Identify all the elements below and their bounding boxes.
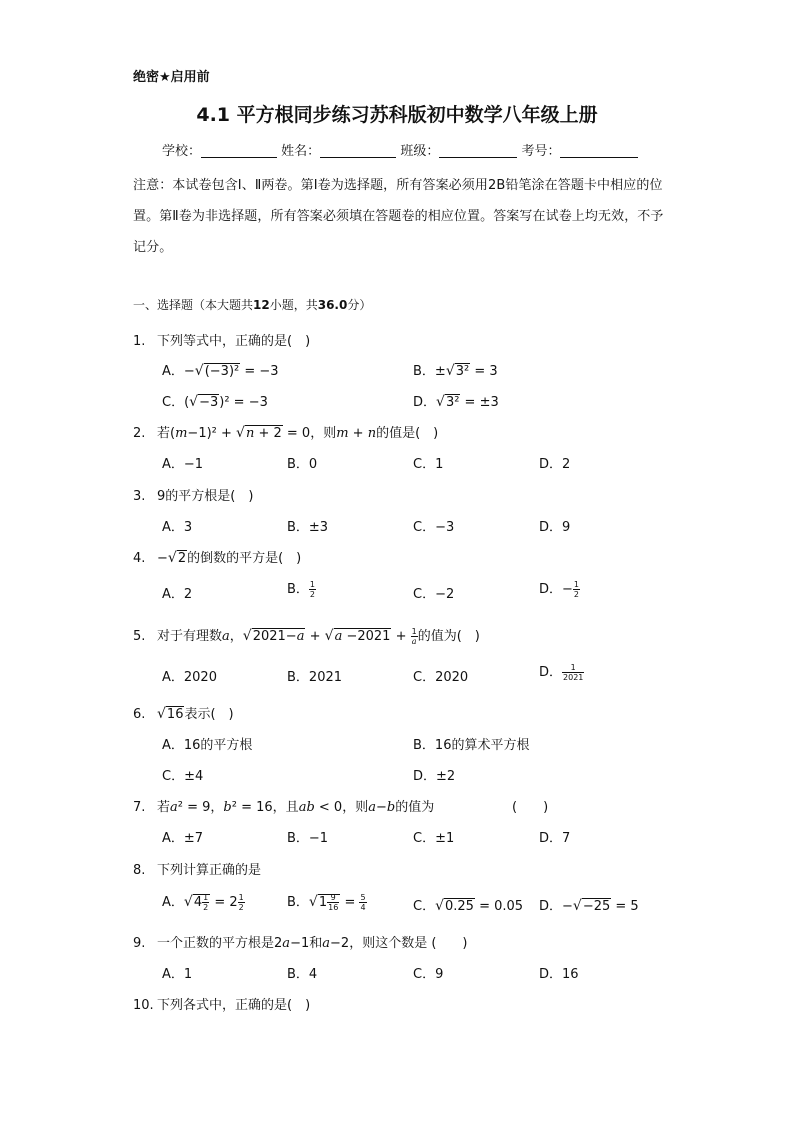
q8-option-b[interactable]: B．√1 $\frac{9}{16}$ = $\frac{5}{4}$: [287, 893, 366, 912]
q7-option-d[interactable]: D．7: [539, 831, 571, 846]
question-6: 6. √16表示( ): [133, 706, 234, 722]
question-8: 8. 下列计算正确的是: [133, 863, 262, 878]
q8-option-d[interactable]: D．−√−25 = 5: [539, 898, 639, 914]
q5-option-a[interactable]: A．2020: [162, 670, 217, 685]
name-label: 姓名：: [281, 144, 321, 159]
q2-option-b[interactable]: B．0: [287, 457, 318, 472]
question-5: 5. 对于有理数a，√2021−a + √a −2021 + $\frac{1}{a}$ 的值为( ): [133, 627, 480, 646]
exam-number-field[interactable]: [560, 143, 638, 158]
q4-option-c[interactable]: C．−2: [413, 587, 455, 602]
q7-option-c[interactable]: C．±1: [413, 831, 455, 846]
school-label: 学校：: [162, 144, 202, 159]
q9-option-d[interactable]: D．16: [539, 967, 579, 982]
question-10: 10. 下列各式中，正确的是( ): [133, 998, 311, 1013]
question-7: 7. 若a² = 9，b² = 16，且ab < 0，则a−b的值为: [133, 800, 435, 815]
q2-option-c[interactable]: C．1: [413, 457, 444, 472]
confidential-label: 绝密★启用前: [133, 70, 210, 85]
question-9: 9. 一个正数的平方根是2a−1和a−2，则这个数是 ( ): [133, 936, 468, 951]
q1-option-b[interactable]: B．±√3² = 3: [413, 363, 498, 379]
q3-option-c[interactable]: C．−3: [413, 520, 455, 535]
q6-option-a[interactable]: A．16的平方根: [162, 738, 253, 753]
q6-option-b[interactable]: B．16的算术平方根: [413, 738, 530, 753]
q3-option-a[interactable]: A．3: [162, 520, 193, 535]
exam-notice: 注意：本试卷包含Ⅰ、Ⅱ两卷。第Ⅰ卷为选择题，所有答案必须用2B铅笔涂在答题卡中相应的位置。第Ⅱ卷为非选择题，所有答案必须填在答题卷的相应位置。答案写在试卷上均无效，不予记分。: [133, 178, 664, 255]
q2-option-d[interactable]: D．2: [539, 457, 571, 472]
exam-number-label: 考号：: [521, 144, 561, 159]
question-4: 4. −√2的倒数的平方是( ): [133, 550, 302, 566]
q5-option-c[interactable]: C．2020: [413, 670, 469, 685]
q7-option-a[interactable]: A．±7: [162, 831, 204, 846]
class-label: 班级：: [400, 144, 440, 159]
q4-option-a[interactable]: A．2: [162, 587, 193, 602]
school-field[interactable]: [201, 143, 277, 158]
q6-option-c[interactable]: C．±4: [162, 769, 204, 784]
question-2: 2. 若(m−1)² + √n + 2 = 0，则m + n的值是( ): [133, 425, 439, 441]
q4-option-b[interactable]: B． $\frac{1}{2}$: [287, 580, 316, 599]
q4-option-d[interactable]: D．− $\frac{1}{2}$: [539, 580, 579, 599]
q9-option-c[interactable]: C．9: [413, 967, 444, 982]
q7-answer-blank: ( ): [512, 800, 549, 815]
q9-option-b[interactable]: B．4: [287, 967, 318, 982]
q6-option-d[interactable]: D．±2: [413, 769, 456, 784]
class-field[interactable]: [439, 143, 517, 158]
q1-option-a[interactable]: A．−√(−3)² = −3: [162, 363, 279, 379]
q8-option-a[interactable]: A．√4 $\frac{1}{2}$ = 2 $\frac{1}{2}$: [162, 893, 244, 912]
q7-option-b[interactable]: B．−1: [287, 831, 329, 846]
question-1: 1. 下列等式中，正确的是( ): [133, 334, 311, 349]
page-title: 4.1 平方根同步练习苏科版初中数学八年级上册: [196, 104, 598, 126]
q1-option-c[interactable]: C．(√−3)² = −3: [162, 394, 268, 410]
question-3: 3. 9的平方根是( ): [133, 489, 254, 504]
q3-option-b[interactable]: B．±3: [287, 520, 329, 535]
q5-option-d[interactable]: D． $\frac{1}{2021}$: [539, 663, 584, 682]
q5-option-b[interactable]: B．2021: [287, 670, 343, 685]
student-info-fields: [162, 140, 638, 159]
q2-option-a[interactable]: A．−1: [162, 457, 204, 472]
q1-option-d[interactable]: D．√3² = ±3: [413, 394, 499, 410]
q9-option-a[interactable]: A．1: [162, 967, 193, 982]
q8-option-c[interactable]: C．√0.25 = 0.05: [413, 898, 524, 914]
section-heading: 一、选择题（本大题共12小题，共36.0分）: [133, 298, 372, 312]
name-field[interactable]: [320, 143, 396, 158]
q3-option-d[interactable]: D．9: [539, 520, 571, 535]
